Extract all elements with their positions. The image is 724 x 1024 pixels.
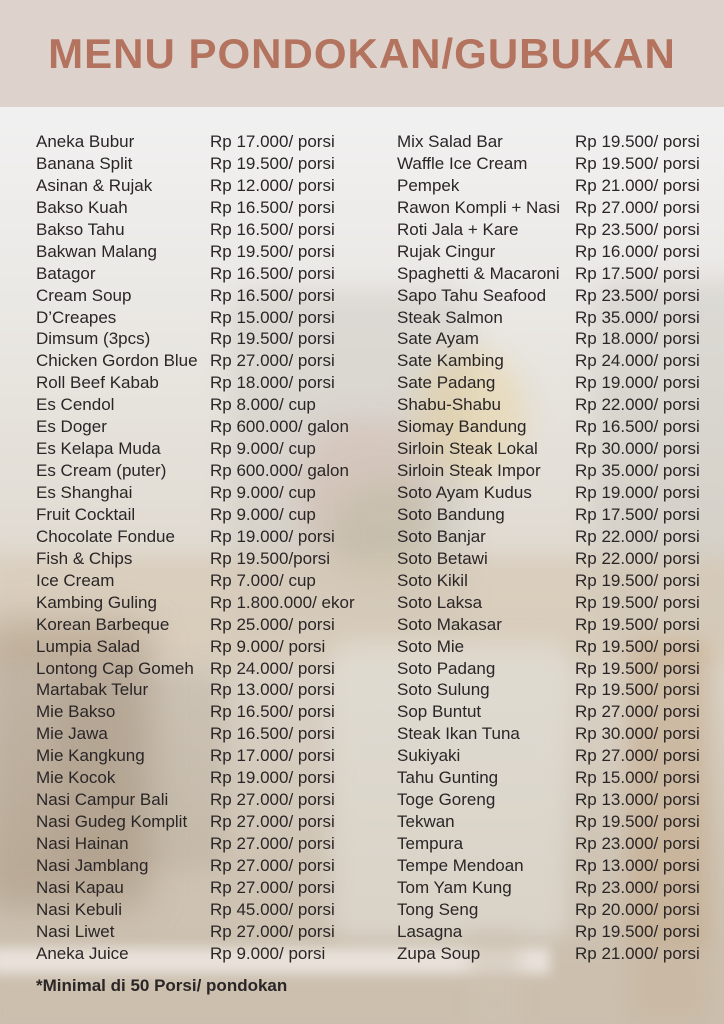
menu-item-name: Banana Split bbox=[36, 153, 133, 173]
menu-item-price: Rp 19.000/ porsi bbox=[210, 526, 335, 546]
menu-item-price: Rp 21.000/ porsi bbox=[575, 943, 700, 963]
menu-item-name: Nasi Jamblang bbox=[36, 855, 149, 875]
menu-row bbox=[36, 175, 366, 197]
menu-item-price: Rp 19.000/ porsi bbox=[575, 373, 700, 393]
menu-item-name: Kambing Guling bbox=[36, 592, 157, 612]
menu-item-name: Sate Kambing bbox=[397, 351, 504, 371]
menu-item-price: Rp 45.000/ porsi bbox=[210, 899, 335, 919]
menu-item-price: Rp 19.500/ porsi bbox=[210, 153, 335, 173]
menu-item-price: Rp 19.500/ porsi bbox=[575, 153, 700, 173]
menu-item-price: Rp 9.000/ cup bbox=[210, 483, 316, 502]
menu-item-price: Rp 22.000/ porsi bbox=[575, 548, 700, 568]
menu-item-price: Rp 16.500/ porsi bbox=[210, 285, 335, 305]
menu-item-price: Rp 27.000/ porsi bbox=[210, 351, 335, 371]
menu-row bbox=[397, 723, 715, 745]
menu-row bbox=[397, 482, 715, 504]
menu-item-price: Rp 35.000/ porsi bbox=[575, 307, 700, 327]
menu-row bbox=[397, 241, 715, 263]
menu-row bbox=[397, 350, 715, 372]
menu-item-price: Rp 19.500/ porsi bbox=[575, 636, 700, 656]
menu-row bbox=[397, 701, 715, 723]
menu-item-price: Rp 24.000/ porsi bbox=[210, 658, 335, 678]
menu-item-name: Mie Jawa bbox=[36, 724, 108, 744]
menu-item-name: Soto Makasar bbox=[397, 614, 502, 634]
menu-item-name: Tempura bbox=[397, 834, 464, 853]
menu-item-name: Nasi Kapau bbox=[36, 877, 124, 897]
menu-item-price: Rp 19.500/ porsi bbox=[575, 614, 700, 634]
menu-item-name: Rujak Cingur bbox=[397, 241, 496, 261]
menu-item-name: Chicken Gordon Blue bbox=[36, 351, 198, 371]
menu-item-price: Rp 19.500/ porsi bbox=[575, 658, 700, 678]
menu-item-price: Rp 27.000/ porsi bbox=[210, 877, 335, 897]
menu-row bbox=[397, 855, 715, 877]
menu-item-name: Steak Ikan Tuna bbox=[397, 724, 520, 744]
menu-item-name: Martabak Telur bbox=[36, 680, 149, 700]
menu-item-name: Es Doger bbox=[36, 417, 107, 437]
menu-row bbox=[397, 328, 715, 350]
menu-row bbox=[397, 438, 715, 460]
menu-row bbox=[397, 614, 715, 636]
menu-item-price: Rp 27.000/ porsi bbox=[210, 855, 335, 875]
menu-item-name: Sate Padang bbox=[397, 373, 496, 393]
menu-item-name: Korean Barbeque bbox=[36, 614, 170, 634]
menu-item-price: Rp 19.500/ porsi bbox=[575, 921, 700, 941]
menu-item-name: Mix Salad Bar bbox=[397, 132, 503, 151]
menu-item-price: Rp 16.500/ porsi bbox=[210, 724, 335, 744]
menu-row bbox=[397, 416, 715, 438]
menu-item-name: Tempe Mendoan bbox=[397, 855, 524, 875]
menu-row bbox=[397, 592, 715, 614]
menu-item-price: Rp 19.000/ porsi bbox=[575, 483, 700, 502]
menu-item-name: Aneka Bubur bbox=[36, 132, 135, 151]
menu-row bbox=[36, 548, 366, 570]
menu-item-price: Rp 24.000/ porsi bbox=[575, 351, 700, 371]
menu-row bbox=[36, 394, 366, 416]
menu-item-name: Zupa Soup bbox=[397, 943, 481, 963]
menu-item-name: Es Shanghai bbox=[36, 483, 133, 502]
menu-item-name: Soto Kikil bbox=[397, 570, 468, 590]
menu-row bbox=[36, 811, 366, 833]
menu-row bbox=[397, 745, 715, 767]
menu-item-name: Tahu Gunting bbox=[397, 768, 499, 788]
menu-row bbox=[36, 943, 366, 965]
menu-item-name: Nasi Liwet bbox=[36, 921, 115, 941]
menu-row bbox=[36, 723, 366, 745]
menu-item-price: Rp 21.000/ porsi bbox=[575, 175, 700, 195]
menu-item-price: Rp 18.000/ porsi bbox=[575, 329, 700, 349]
menu-row bbox=[36, 482, 366, 504]
menu-row bbox=[36, 350, 366, 372]
menu-item-name: Mie Bakso bbox=[36, 702, 116, 722]
menu-item-price: Rp 9.000/ porsi bbox=[210, 636, 326, 656]
menu-item-name: Nasi Kebuli bbox=[36, 899, 122, 919]
page-title: MENU PONDOKAN/GUBUKAN bbox=[48, 29, 676, 77]
minimum-order-note: *Minimal di 50 Porsi/ pondokan bbox=[36, 976, 288, 995]
menu-item-name: Sapo Tahu Seafood bbox=[397, 285, 547, 305]
menu-item-price: Rp 9.000/ cup bbox=[210, 439, 316, 459]
menu-item-name: Nasi Gudeg Komplit bbox=[36, 812, 188, 832]
menu-item-price: Rp 30.000/ porsi bbox=[575, 439, 700, 459]
menu-item-price: Rp 19.500/ porsi bbox=[575, 592, 700, 612]
menu-row bbox=[36, 372, 366, 394]
menu-row bbox=[36, 570, 366, 592]
menu-item-name: Soto Ayam Kudus bbox=[397, 483, 532, 502]
menu-item-price: Rp 15.000/ porsi bbox=[210, 307, 335, 327]
menu-row bbox=[36, 789, 366, 811]
menu-item-price: Rp 13.000/ porsi bbox=[210, 680, 335, 700]
menu-item-name: Waffle Ice Cream bbox=[397, 153, 528, 173]
menu-item-price: Rp 27.000/ porsi bbox=[210, 834, 335, 853]
menu-item-price: Rp 9.000/ porsi bbox=[210, 943, 326, 963]
menu-item-name: Shabu-Shabu bbox=[397, 395, 501, 415]
menu-row bbox=[36, 679, 366, 701]
menu-item-price: Rp 19.500/porsi bbox=[210, 548, 331, 568]
menu-item-name: Tom Yam Kung bbox=[397, 877, 512, 897]
menu-column-right bbox=[397, 131, 715, 965]
menu-item-name: Lasagna bbox=[397, 921, 463, 941]
menu-item-name: Spaghetti & Macaroni bbox=[397, 263, 560, 283]
menu-row bbox=[397, 899, 715, 921]
menu-item-name: Soto Sulung bbox=[397, 680, 490, 700]
menu-item-price: Rp 27.000/ porsi bbox=[575, 702, 700, 722]
menu-item-name: Bakso Tahu bbox=[36, 219, 125, 239]
menu-row bbox=[397, 811, 715, 833]
menu-row bbox=[36, 307, 366, 329]
menu-item-name: Soto Mie bbox=[397, 636, 465, 656]
menu-item-price: Rp 1.800.000/ ekor bbox=[210, 592, 355, 612]
menu-row bbox=[397, 153, 715, 175]
menu-item-name: Toge Goreng bbox=[397, 790, 496, 810]
menu-item-name: Nasi Campur Bali bbox=[36, 790, 169, 810]
menu-item-name: Cream Soup bbox=[36, 285, 132, 305]
menu-item-name: Sirloin Steak Impor bbox=[397, 461, 541, 481]
menu-row bbox=[36, 745, 366, 767]
menu-row bbox=[397, 636, 715, 658]
menu-row bbox=[397, 526, 715, 548]
menu-header bbox=[0, 0, 724, 107]
menu-item-name: Fish & Chips bbox=[36, 548, 133, 568]
menu-item-name: Es Kelapa Muda bbox=[36, 439, 161, 459]
menu-row bbox=[397, 394, 715, 416]
menu-item-price: Rp 8.000/ cup bbox=[210, 395, 316, 415]
menu-row bbox=[397, 943, 715, 965]
menu-item-name: Ice Cream bbox=[36, 570, 115, 590]
menu-item-name: Tong Seng bbox=[397, 899, 479, 919]
menu-row bbox=[397, 570, 715, 592]
menu-row bbox=[397, 921, 715, 943]
menu-item-price: Rp 12.000/ porsi bbox=[210, 175, 335, 195]
menu-item-name: Es Cream (puter) bbox=[36, 461, 167, 481]
menu-row bbox=[36, 658, 366, 680]
menu-item-price: Rp 19.500/ porsi bbox=[210, 241, 335, 261]
menu-item-price: Rp 23.000/ porsi bbox=[575, 877, 700, 897]
menu-item-price: Rp 19.500/ porsi bbox=[575, 132, 700, 151]
menu-item-name: Rawon Kompli + Nasi bbox=[397, 197, 560, 217]
menu-item-price: Rp 19.000/ porsi bbox=[210, 768, 335, 788]
menu-item-name: Pempek bbox=[397, 175, 460, 195]
menu-row bbox=[397, 372, 715, 394]
menu-item-price: Rp 20.000/ porsi bbox=[575, 899, 700, 919]
menu-row bbox=[397, 789, 715, 811]
menu-item-name: Sop Buntut bbox=[397, 702, 482, 722]
menu-item-name: Lontong Cap Gomeh bbox=[36, 658, 194, 678]
menu-item-name: Sate Ayam bbox=[397, 329, 479, 349]
menu-item-name: Roti Jala + Kare bbox=[397, 219, 519, 239]
menu-item-price: Rp 23.500/ porsi bbox=[575, 219, 700, 239]
menu-item-name: Siomay Bandung bbox=[397, 417, 527, 437]
menu-item-name: Batagor bbox=[36, 263, 96, 283]
menu-row bbox=[397, 877, 715, 899]
menu-item-name: Soto Betawi bbox=[397, 548, 488, 568]
menu-item-price: Rp 13.000/ porsi bbox=[575, 855, 700, 875]
menu-item-price: Rp 17.500/ porsi bbox=[575, 504, 700, 524]
menu-item-name: Tekwan bbox=[397, 812, 455, 832]
menu-item-name: Soto Bandung bbox=[397, 504, 505, 524]
menu-item-price: Rp 16.500/ porsi bbox=[210, 197, 335, 217]
menu-row bbox=[36, 438, 366, 460]
menu-item-name: Bakso Kuah bbox=[36, 197, 128, 217]
menu-item-price: Rp 30.000/ porsi bbox=[575, 724, 700, 744]
menu-row bbox=[36, 636, 366, 658]
menu-item-price: Rp 600.000/ galon bbox=[210, 417, 349, 437]
menu-item-price: Rp 27.000/ porsi bbox=[210, 790, 335, 810]
menu-item-price: Rp 16.500/ porsi bbox=[210, 219, 335, 239]
menu-item-name: Soto Laksa bbox=[397, 592, 483, 612]
menu-item-name: Chocolate Fondue bbox=[36, 526, 175, 546]
menu-item-name: Mie Kangkung bbox=[36, 746, 145, 766]
menu-item-price: Rp 16.500/ porsi bbox=[575, 417, 700, 437]
menu-row bbox=[36, 701, 366, 723]
menu-row bbox=[397, 307, 715, 329]
menu-row bbox=[397, 197, 715, 219]
menu-item-price: Rp 19.500/ porsi bbox=[575, 680, 700, 700]
menu-row bbox=[36, 219, 366, 241]
menu-row bbox=[397, 833, 715, 855]
menu-item-name: Steak Salmon bbox=[397, 307, 503, 327]
menu-row bbox=[36, 197, 366, 219]
menu-item-name: Roll Beef Kabab bbox=[36, 373, 159, 393]
menu-item-price: Rp 27.000/ porsi bbox=[210, 812, 335, 832]
menu-item-price: Rp 600.000/ galon bbox=[210, 461, 349, 481]
menu-item-price: Rp 13.000/ porsi bbox=[575, 790, 700, 810]
menu-row bbox=[36, 460, 366, 482]
menu-row bbox=[397, 131, 715, 153]
menu-item-name: Soto Banjar bbox=[397, 526, 486, 546]
menu-item-price: Rp 22.000/ porsi bbox=[575, 526, 700, 546]
menu-item-name: Aneka Juice bbox=[36, 943, 129, 963]
menu-row bbox=[36, 899, 366, 921]
menu-item-name: Sukiyaki bbox=[397, 746, 461, 766]
menu-item-name: Bakwan Malang bbox=[36, 241, 157, 261]
menu-column-left bbox=[36, 131, 366, 965]
menu-item-price: Rp 19.500/ porsi bbox=[575, 570, 700, 590]
menu-item-name: Soto Padang bbox=[397, 658, 496, 678]
menu-row bbox=[36, 614, 366, 636]
menu-row bbox=[397, 658, 715, 680]
menu-row bbox=[36, 263, 366, 285]
menu-row bbox=[397, 175, 715, 197]
menu-row bbox=[36, 241, 366, 263]
menu-item-price: Rp 27.000/ porsi bbox=[210, 921, 335, 941]
menu-row bbox=[397, 219, 715, 241]
menu-row bbox=[36, 921, 366, 943]
menu-item-price: Rp 16.500/ porsi bbox=[210, 263, 335, 283]
menu-item-price: Rp 17.000/ porsi bbox=[210, 746, 335, 766]
menu-item-price: Rp 17.500/ porsi bbox=[575, 263, 700, 283]
menu-item-name: Fruit Cocktail bbox=[36, 504, 136, 524]
menu-row bbox=[397, 767, 715, 789]
menu-row bbox=[36, 877, 366, 899]
menu-row bbox=[36, 855, 366, 877]
menu-item-name: Nasi Hainan bbox=[36, 834, 129, 853]
menu-item-name: Es Cendol bbox=[36, 395, 115, 415]
menu-row bbox=[36, 833, 366, 855]
menu-item-price: Rp 16.000/ porsi bbox=[575, 241, 700, 261]
menu-item-name: D’Creapes bbox=[36, 307, 117, 327]
menu-item-price: Rp 23.000/ porsi bbox=[575, 834, 700, 853]
menu-item-price: Rp 18.000/ porsi bbox=[210, 373, 335, 393]
menu-item-price: Rp 17.000/ porsi bbox=[210, 132, 335, 151]
menu-row bbox=[36, 131, 366, 153]
menu-item-price: Rp 19.500/ porsi bbox=[210, 329, 335, 349]
menu-item-name: Lumpia Salad bbox=[36, 636, 140, 656]
menu-row bbox=[36, 285, 366, 307]
menu-item-price: Rp 7.000/ cup bbox=[210, 570, 316, 590]
menu-row bbox=[36, 526, 366, 548]
menu-row bbox=[397, 285, 715, 307]
menu-row bbox=[36, 504, 366, 526]
menu-row bbox=[397, 679, 715, 701]
menu-item-price: Rp 27.000/ porsi bbox=[575, 197, 700, 217]
menu-row bbox=[397, 504, 715, 526]
menu-row bbox=[397, 548, 715, 570]
menu-row bbox=[397, 460, 715, 482]
menu-item-price: Rp 9.000/ cup bbox=[210, 504, 316, 524]
menu-item-name: Dimsum (3pcs) bbox=[36, 329, 151, 349]
menu-row bbox=[36, 767, 366, 789]
menu-item-price: Rp 16.500/ porsi bbox=[210, 702, 335, 722]
menu-item-price: Rp 15.000/ porsi bbox=[575, 768, 700, 788]
menu-item-name: Asinan & Rujak bbox=[36, 175, 153, 195]
menu-row bbox=[36, 153, 366, 175]
menu-row bbox=[36, 416, 366, 438]
menu-item-price: Rp 19.500/ porsi bbox=[575, 812, 700, 832]
menu-row bbox=[397, 263, 715, 285]
menu-item-name: Mie Kocok bbox=[36, 768, 116, 788]
menu-item-price: Rp 22.000/ porsi bbox=[575, 395, 700, 415]
menu-row bbox=[36, 592, 366, 614]
menu-item-price: Rp 35.000/ porsi bbox=[575, 461, 700, 481]
menu-item-price: Rp 25.000/ porsi bbox=[210, 614, 335, 634]
menu-item-name: Sirloin Steak Lokal bbox=[397, 439, 538, 459]
menu-item-price: Rp 27.000/ porsi bbox=[575, 746, 700, 766]
menu-row bbox=[36, 328, 366, 350]
menu-item-price: Rp 23.500/ porsi bbox=[575, 285, 700, 305]
